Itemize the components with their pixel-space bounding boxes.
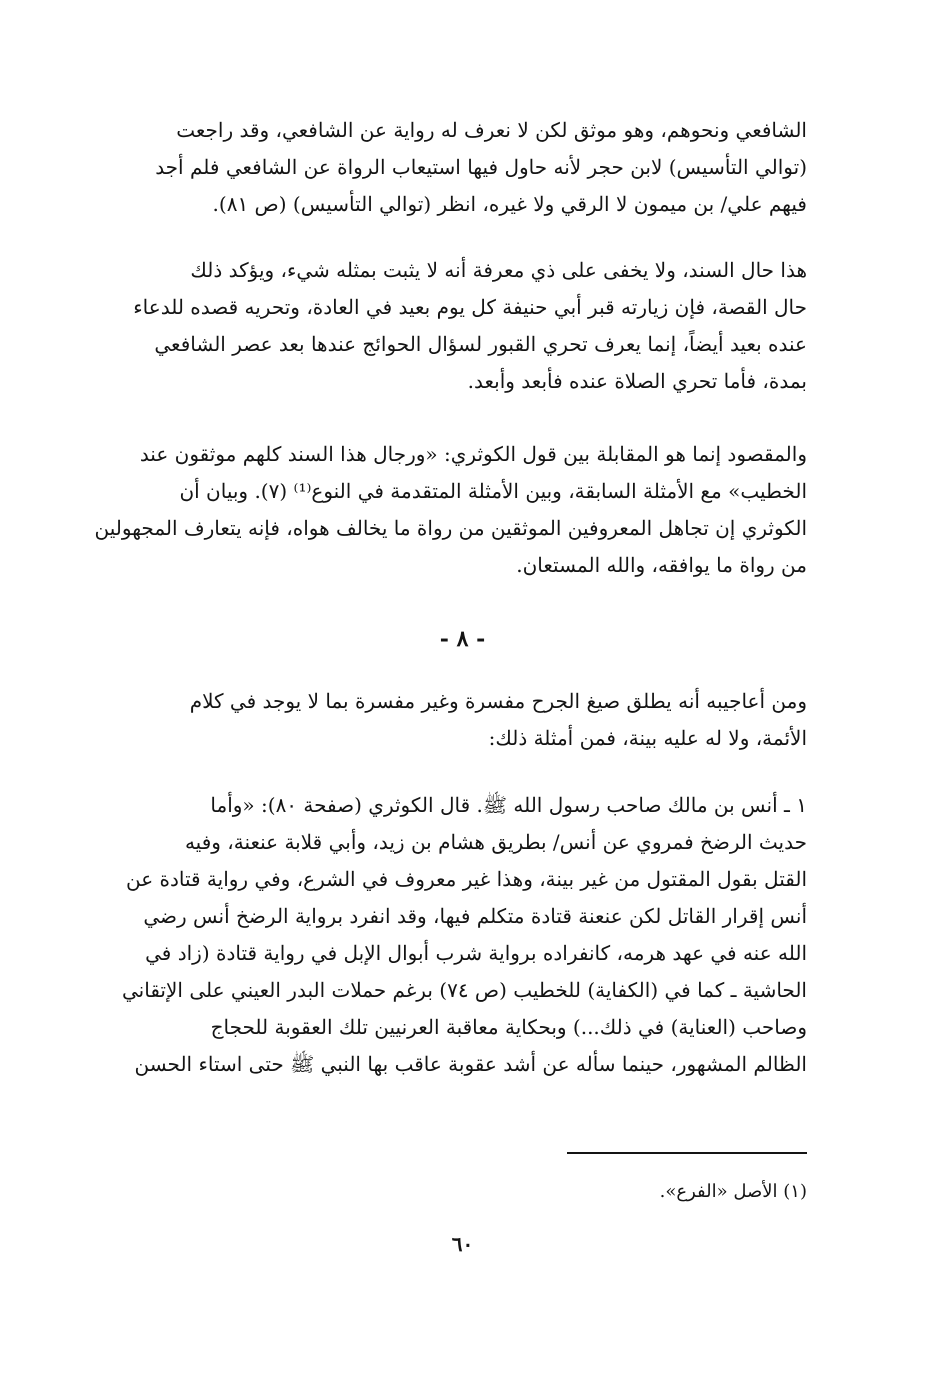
footnote-separator xyxy=(567,1152,807,1154)
text-line: والمقصود إنما هو المقابلة بين قول الكوثري: «ورجال هذا السند كلهم موثقون عند xyxy=(139,442,807,466)
text-line: عنده بعيد أيضاً، إنما يعرف تحري القبور لسؤال الحوائج عندها بعد عصر الشافعي xyxy=(154,332,807,356)
footnote: (١) الأصل «الفرع». xyxy=(659,1181,807,1202)
paragraph-1 xyxy=(80,112,807,223)
paragraph-3 xyxy=(80,436,807,584)
text-line: القتل بقول المقتول من غير بينة، وهذا غير معروف في الشرع، وفي رواية قتادة عن xyxy=(125,867,807,891)
text-line: الظالم المشهور، حينما سأله عن أشد عقوبة عاقب بها النبي ﷺ حتى استاء الحسن xyxy=(134,1052,807,1076)
page-number: ٦٠ xyxy=(451,1232,474,1256)
paragraph-5 xyxy=(80,787,807,1083)
text-line: ١ ـ أنس بن مالك صاحب رسول الله ﷺ. قال الكوثري (صفحة ٨٠): «وأما xyxy=(210,793,807,817)
text-line: الأئمة، ولا له عليه بينة، فمن أمثلة ذلك: xyxy=(488,726,807,750)
text-line: الشافعي ونحوهم، وهو موثق لكن لا نعرف له رواية عن الشافعي، وقد راجعت xyxy=(176,118,807,142)
text-line: حديث الرضخ فمروي عن أنس/ بطريق هشام بن زيد، وأبي قلابة عنعنة، وفيه xyxy=(184,830,807,854)
text-line: الخطيب» مع الأمثلة السابقة، وبين الأمثلة المتقدمة في النوع⁽¹⁾ (٧). وبيان أن xyxy=(179,479,807,503)
text-line: أنس إقرار القاتل لكن عنعنة قتادة متكلم فيها، وقد انفرد برواية الرضخ أنس رضي xyxy=(143,904,807,928)
text-line: وصاحب (العناية) في ذلك...) وبحكاية معاقبة العرنيين تلك العقوبة للحجاج xyxy=(210,1015,807,1039)
text-line: ومن أعاجيبه أنه يطلق صيغ الجرح مفسرة وغير مفسرة بما لا يوجد في كلام xyxy=(189,689,807,713)
text-line: الحاشية ـ كما في (الكفاية) للخطيب (ص ٧٤) برغم حملات البدر العيني على الإتقاني xyxy=(121,978,807,1002)
paragraph-4 xyxy=(80,683,807,757)
text-line: حال القصة، فإن زيارته قبر أبي حنيفة كل يوم بعيد في العادة، وتحريه قصده للدعاء xyxy=(133,295,807,319)
text-line: فيهم علي/ بن ميمون لا الرقي ولا غيره، انظر (توالي التأسيس) (ص ٨١). xyxy=(212,192,807,216)
text-line: هذا حال السند، ولا يخفى على ذي معرفة أنه لا يثبت بمثله شيء، ويؤكد ذلك xyxy=(190,258,807,282)
text-line: من رواة ما يوافقه، والله المستعان. xyxy=(516,553,807,577)
paragraph-2 xyxy=(80,252,807,400)
section-number: - ٨ - xyxy=(439,626,486,652)
text-line: الكوثري إن تجاهل المعروفين الموثقين من رواة ما يخالف هواه، فإنه يتعارف المجهولين xyxy=(94,516,807,540)
text-line: (توالي التأسيس) لابن حجر لأنه حاول فيها استيعاب الرواة عن الشافعي فلم أجد xyxy=(155,155,807,179)
text-line: بمدة، فأما تحري الصلاة عنده فأبعد وأبعد. xyxy=(467,369,807,393)
text-line: الله عنه في عهد هرمه، كانفراده برواية شرب أبوال الإبل في رواية قتادة (زاد في xyxy=(145,941,807,965)
